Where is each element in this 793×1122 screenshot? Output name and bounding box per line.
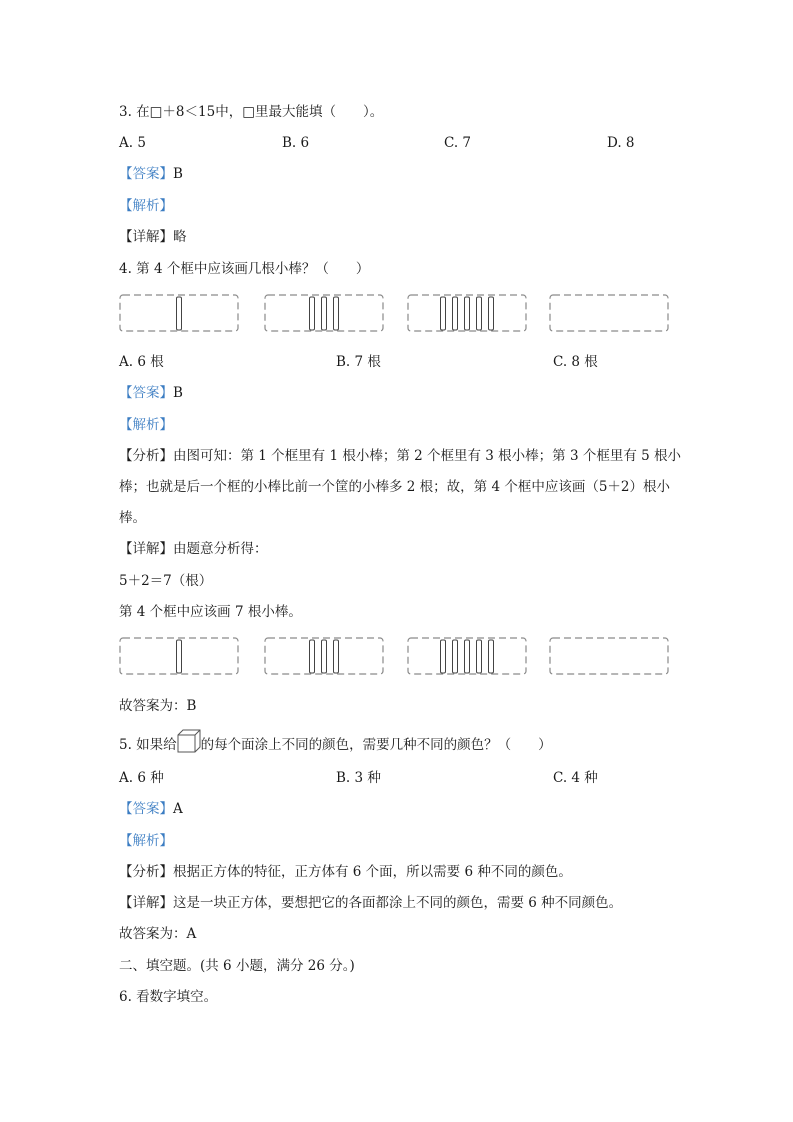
q5-option-b: B. 3 种: [336, 770, 381, 786]
stick-box-3: [407, 294, 527, 332]
q5-stem-before: 5. 如果给: [119, 737, 177, 753]
stick-box-2: [264, 294, 384, 332]
stick: [489, 640, 494, 673]
stick: [465, 297, 470, 330]
q4-detail-line1: [119, 540, 268, 558]
stick-box-4: [549, 294, 669, 332]
q4-option-c: C. 8 根: [553, 354, 598, 370]
stick: [310, 640, 315, 673]
answer-tag: 【答案】: [119, 385, 173, 401]
q3-stem: 3. 在□＋8＜15中，□里最大能填（ ）。: [119, 104, 384, 120]
detail-tag: 【详解】: [119, 229, 173, 245]
answer-tag: 【答案】: [119, 166, 173, 182]
answer-value: B: [173, 166, 183, 182]
stick-box-3: [407, 637, 527, 675]
q5-conclusion: 故答案为：A: [119, 926, 197, 942]
stick-figure-explanation: [119, 637, 679, 681]
q4-detail-line3: 第 4 个框中应该画 7 根小棒。: [119, 604, 302, 620]
q4-option-b: B. 7 根: [336, 354, 381, 370]
stick: [489, 297, 494, 330]
q3-option-c: C. 7: [444, 135, 472, 151]
stick: [477, 640, 482, 673]
q4-option-a: A. 6 根: [119, 354, 164, 370]
q4-fenxi-line3: 棒。: [119, 510, 146, 526]
q5-stem: [119, 731, 552, 760]
stick: [477, 297, 482, 330]
q5-analysis-tag: 【解析】: [119, 833, 173, 849]
answer-tag: 【答案】: [119, 801, 173, 817]
fenxi-tag: 【分析】: [119, 864, 173, 880]
dashed-box-border: [265, 295, 383, 331]
stick-box-2: [264, 637, 384, 675]
dashed-box-border: [550, 638, 668, 674]
q3-option-d: D. 8: [607, 135, 635, 151]
q4-conclusion: 故答案为：B: [119, 698, 197, 714]
dashed-box-border: [408, 295, 526, 331]
q5-stem-after: 的每个面涂上不同的颜色，需要几种不同的颜色？（ ）: [200, 737, 552, 753]
dashed-box-border: [120, 295, 238, 331]
q3-detail: [119, 228, 187, 246]
stick: [322, 297, 327, 330]
stick: [322, 640, 327, 673]
q5-option-c: C. 4 种: [553, 770, 598, 786]
stick: [441, 640, 446, 673]
q5-fenxi: [119, 863, 572, 881]
stick: [453, 640, 458, 673]
stick: [441, 297, 446, 330]
q4-analysis-tag: 【解析】: [119, 417, 173, 433]
detail-text: 由题意分析得：: [173, 541, 268, 557]
q5-detail: [119, 894, 622, 912]
q5-answer: [119, 800, 183, 818]
stick: [334, 640, 339, 673]
stick: [177, 297, 182, 330]
stick-box-1: [119, 294, 239, 332]
detail-text: 这是一块正方体，要想把它的各面都涂上不同的颜色，需要 6 种不同颜色。: [173, 895, 623, 911]
cube-icon: [177, 729, 201, 758]
stick-figure-question: [119, 294, 679, 338]
q4-fenxi-line2: 棒；也就是后一个框的小棒比前一个筐的小棒多 2 根；故，第 4 个框中应该画（5＋2）根小: [119, 479, 671, 495]
answer-value: A: [173, 801, 183, 817]
q3-option-b: B. 6: [282, 135, 310, 151]
dashed-box-border: [120, 638, 238, 674]
stick: [334, 297, 339, 330]
fenxi-text: 根据正方体的特征，正方体有 6 个面，所以需要 6 种不同的颜色。: [173, 864, 572, 880]
fenxi-tag: 【分析】: [119, 448, 173, 464]
detail-tag: 【详解】: [119, 541, 173, 557]
q6-stem: 6. 看数字填空。: [119, 989, 218, 1005]
q3-option-a: A. 5: [119, 135, 146, 151]
fenxi-text: 由图可知：第 1 个框里有 1 根小棒；第 2 个框里有 3 根小棒；第 3 个框里有 5 根小: [173, 448, 682, 464]
q4-detail-line2: 5＋2＝7（根）: [119, 573, 213, 589]
answer-value: B: [173, 385, 183, 401]
stick-box-1: [119, 637, 239, 675]
q4-fenxi-line1: [119, 447, 681, 465]
stick: [453, 297, 458, 330]
detail-text: 略: [173, 229, 187, 245]
dashed-box-border: [550, 295, 668, 331]
section-title: 二、填空题。(共 6 小题，满分 26 分。): [119, 958, 355, 974]
stick: [310, 297, 315, 330]
detail-tag: 【详解】: [119, 895, 173, 911]
q4-stem: 4. 第 4 个框中应该画几根小棒？（ ）: [119, 261, 370, 277]
q3-analysis-tag: 【解析】: [119, 198, 173, 214]
q5-option-a: A. 6 种: [119, 770, 164, 786]
stick: [465, 640, 470, 673]
dashed-box-border: [408, 638, 526, 674]
stick-box-4: [549, 637, 669, 675]
dashed-box-border: [265, 638, 383, 674]
q3-answer: [119, 165, 183, 183]
q4-answer: [119, 384, 183, 402]
stick: [177, 640, 182, 673]
